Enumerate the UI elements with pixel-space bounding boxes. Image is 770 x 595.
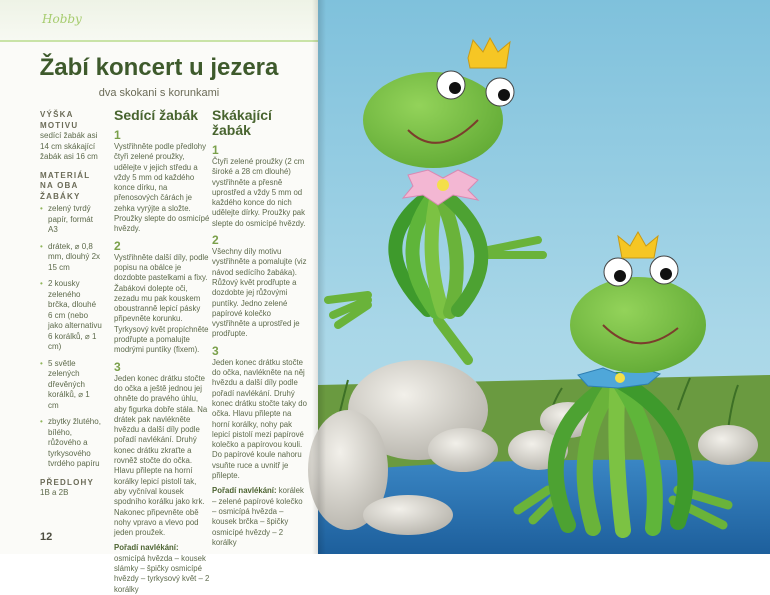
step-text: Jeden konec drátku stočte do očka a ještě jednou jej ohněte do pravého úhlu, aby figurka dobře stála. Na drátek pak navlékněte hvězdu a další díly podle pořadí navlékání. Druhý konec drátku zkraťte a rovněž stočte do očka. Hlavu přilepte na horní korálky lepicí pistolí tak, aby vyčníval kousek spodního korálku jako krk. Nakonec připevněte obě nohy vpravo a vlevo pod jeden proužek. [114,373,208,538]
step-text: Vystřihněte podle předlohy čtyři zelené proužky, udělejte v jejich středu a vždy 5 mm od každého konce dírku, na přenosových čárách je zehka vyrýjte a složte. Proužky slepte do osmicípé hvězdy. [114,142,210,234]
instruction-step [114,129,210,235]
step-text: Všechny díly motivu vystřihněte a pomalujte (viz návod sedícího žabáka). Růžový květ prodřupte a dozdobte jej růžovými puntíky. Jedno zelené papírové kolečko vystřihněte a uprostřed je prodřupte. [212,247,307,339]
order-text: osmicípá hvězda – kousek slámky – špičky osmicípé hvězdy – tyrkysový květ – 2 korálky [114,553,210,594]
sitting-frog-column [114,108,210,595]
left-page [0,0,318,594]
step-number: 2 [114,238,121,253]
materials-sidebar [40,110,102,507]
frog-craft-photo [318,0,770,554]
height-heading: VÝŠKA MOTIVU [40,110,79,130]
instruction-step [212,234,308,340]
material-item: • 5 světle zelených dřevěných korálků, ⌀ 1 cm [40,359,102,412]
threading-order [114,543,210,594]
page-header-band [0,0,318,42]
step-text: Jeden konec drátku stočte do očka, navlékněte na něj hvězdu a další díly podle pořadí navlékání. Druhý konec drátku stočte taky do očka. Hlavu přilepte na horní korálky, nohy pak lepicí pistolí mezi papírové kolečko a papírovou kouli. Do papírové koule nahoru vsuňte ruce a uvnitř je přilepte. [212,357,307,481]
order-label: Pořadí navlékání: [212,486,277,496]
instruction-step [212,345,308,482]
step-text: Vystřihněte další díly, podle popisu na obálce je dozdobte pastelkami a fixy. Žabákovi dolepte oči, zezadu mu pak kouskem oboustranně lepicí pásky připevněte korunku. Tyrkysový květ propíchněte prodřupte a pomalujte modrými puntíky (fixem). [114,252,209,355]
order-text: korálek – zelené papírové kolečko – osmicípá hvězda – kousek brčka – špičky osmicípé hvězdy – 2 korálky [212,486,304,547]
templates-heading: PŘEDLOHY [40,477,95,487]
instruction-step [114,361,210,539]
step-number: 2 [212,233,219,248]
step-number: 3 [212,343,219,358]
sitting-frog-heading: Sedící žabák [114,107,199,123]
material-item: • zbytky žlutého, bílého, růžového a tyrkysového tvrdého papíru [40,417,102,470]
photo-page [318,0,770,554]
page-subtitle: dva skokani s korunkami [98,87,220,99]
threading-order [212,486,308,548]
material-item: • 2 kousky zeleného brčka, dlouhé 6 cm (nebo jako alternativu 6 korálků, ⌀ 1 cm) [40,279,102,353]
height-value: sedící žabák asi 14 cm skákající žabák asi 16 cm [40,131,98,161]
page-number: 12 [40,531,53,543]
step-number: 1 [114,128,121,142]
materials-list [40,204,102,470]
step-number: 3 [114,359,121,374]
page-title: Žabí koncert u jezera [39,54,279,81]
materials-heading: MATERIÁL NA OBA ŽABÁKY [40,170,91,201]
instruction-step [114,240,210,356]
material-item: • zelený tvrdý papír, formát A3 [40,204,102,236]
instruction-step [212,144,308,229]
order-label: Pořadí navlékání: [114,543,179,553]
series-logo: Hobby [42,12,82,26]
step-number: 1 [212,143,219,157]
jumping-frog-column [212,108,308,548]
book-gutter [312,0,326,554]
material-item: • drátek, ⌀ 0,8 mm, dlouhý 2x 15 cm [40,242,102,274]
templates-value: 1B a 2B [40,488,69,497]
jumping-frog-heading: Skákající žabák [212,107,272,138]
step-text: Čtyři zelené proužky (2 cm široké a 28 cm dlouhé) vystřihněte a přesně uprostřed a vždy 5 mm od každého konce do nich udělejte dírky. Proužky pak slepte do osmicípé hvězdy. [212,157,306,228]
